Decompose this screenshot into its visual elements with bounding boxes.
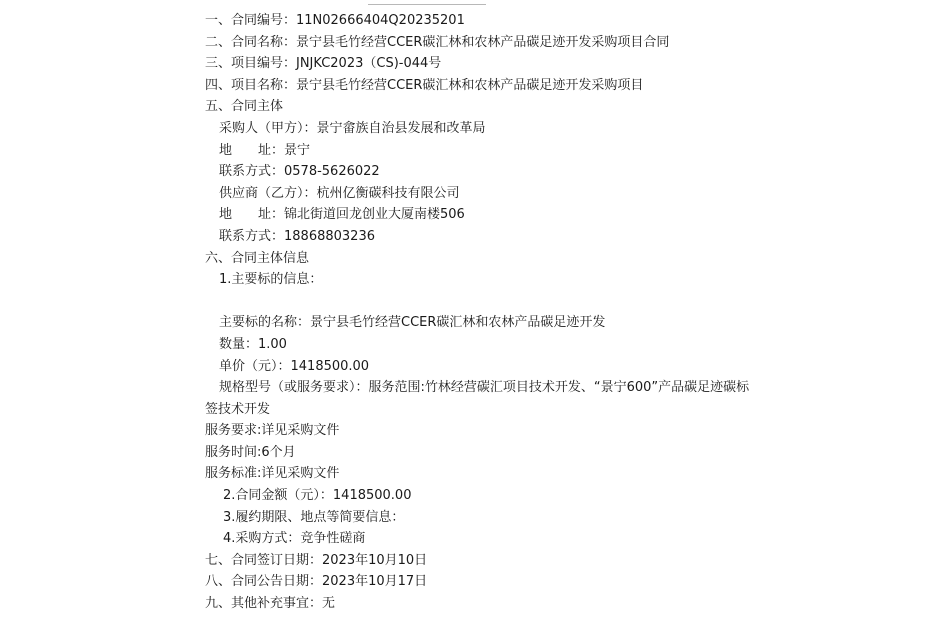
info-heading: 六、合同主体信息 xyxy=(205,250,310,266)
main-subject-heading: 1.主要标的信息： xyxy=(219,272,323,288)
contract-number: 一、合同编号：11N02666404Q20235201 xyxy=(205,13,465,28)
contract-name: 二、合同名称：景宁县毛竹经营CCER碳汇林和农林产品碳足迹开发采购项目合同 xyxy=(205,34,670,50)
supplier-contact: 联系方式：18868803236 xyxy=(219,228,375,244)
buyer-address: 地 址：景宁 xyxy=(219,142,311,158)
supplier-address: 地 址：锦北街道回龙创业大厦南楼506 xyxy=(219,207,465,223)
announcement-date: 八、合同公告日期：2023年10月17日 xyxy=(205,574,428,590)
supplier-name: 供应商（乙方）：杭州亿衡碳科技有限公司 xyxy=(219,185,460,201)
unit-price: 单价（元）：1418500.00 xyxy=(219,358,370,374)
project-name: 四、项目名称：景宁县毛竹经营CCER碳汇林和农林产品碳足迹开发采购项目 xyxy=(205,77,644,93)
project-number: 三、项目编号：JNJKC2023（CS)-044号 xyxy=(205,56,442,72)
parties-heading: 五、合同主体 xyxy=(205,99,284,115)
performance-info: 3.履约期限、地点等简要信息： xyxy=(223,509,405,525)
top-divider xyxy=(368,4,486,5)
quantity: 数量：1.00 xyxy=(219,336,287,352)
subject-name: 主要标的名称：景宁县毛竹经营CCER碳汇林和农林产品碳足迹开发 xyxy=(219,315,606,331)
spacer xyxy=(205,291,765,313)
procurement-method: 4.采购方式：竞争性磋商 xyxy=(223,531,366,547)
contract-amount: 2.合同金额（元）：1418500.00 xyxy=(223,488,412,504)
service-requirements: 服务要求:详见采购文件 xyxy=(205,423,340,439)
service-standard: 服务标准:详见采购文件 xyxy=(205,466,340,482)
spec-requirements: 规格型号（或服务要求）：服务范围:竹林经营碳汇项目技术开发、“景宁600”产品碳足迹碳标签技术开发 xyxy=(205,380,750,417)
other-matters: 九、其他补充事宜：无 xyxy=(205,596,336,612)
contract-announcement xyxy=(205,10,765,615)
buyer-name: 采购人（甲方）：景宁畲族自治县发展和改革局 xyxy=(219,120,486,136)
service-time: 服务时间:6个月 xyxy=(205,444,296,460)
buyer-contact: 联系方式：0578-5626022 xyxy=(219,164,380,180)
sign-date: 七、合同签订日期：2023年10月10日 xyxy=(205,552,428,568)
